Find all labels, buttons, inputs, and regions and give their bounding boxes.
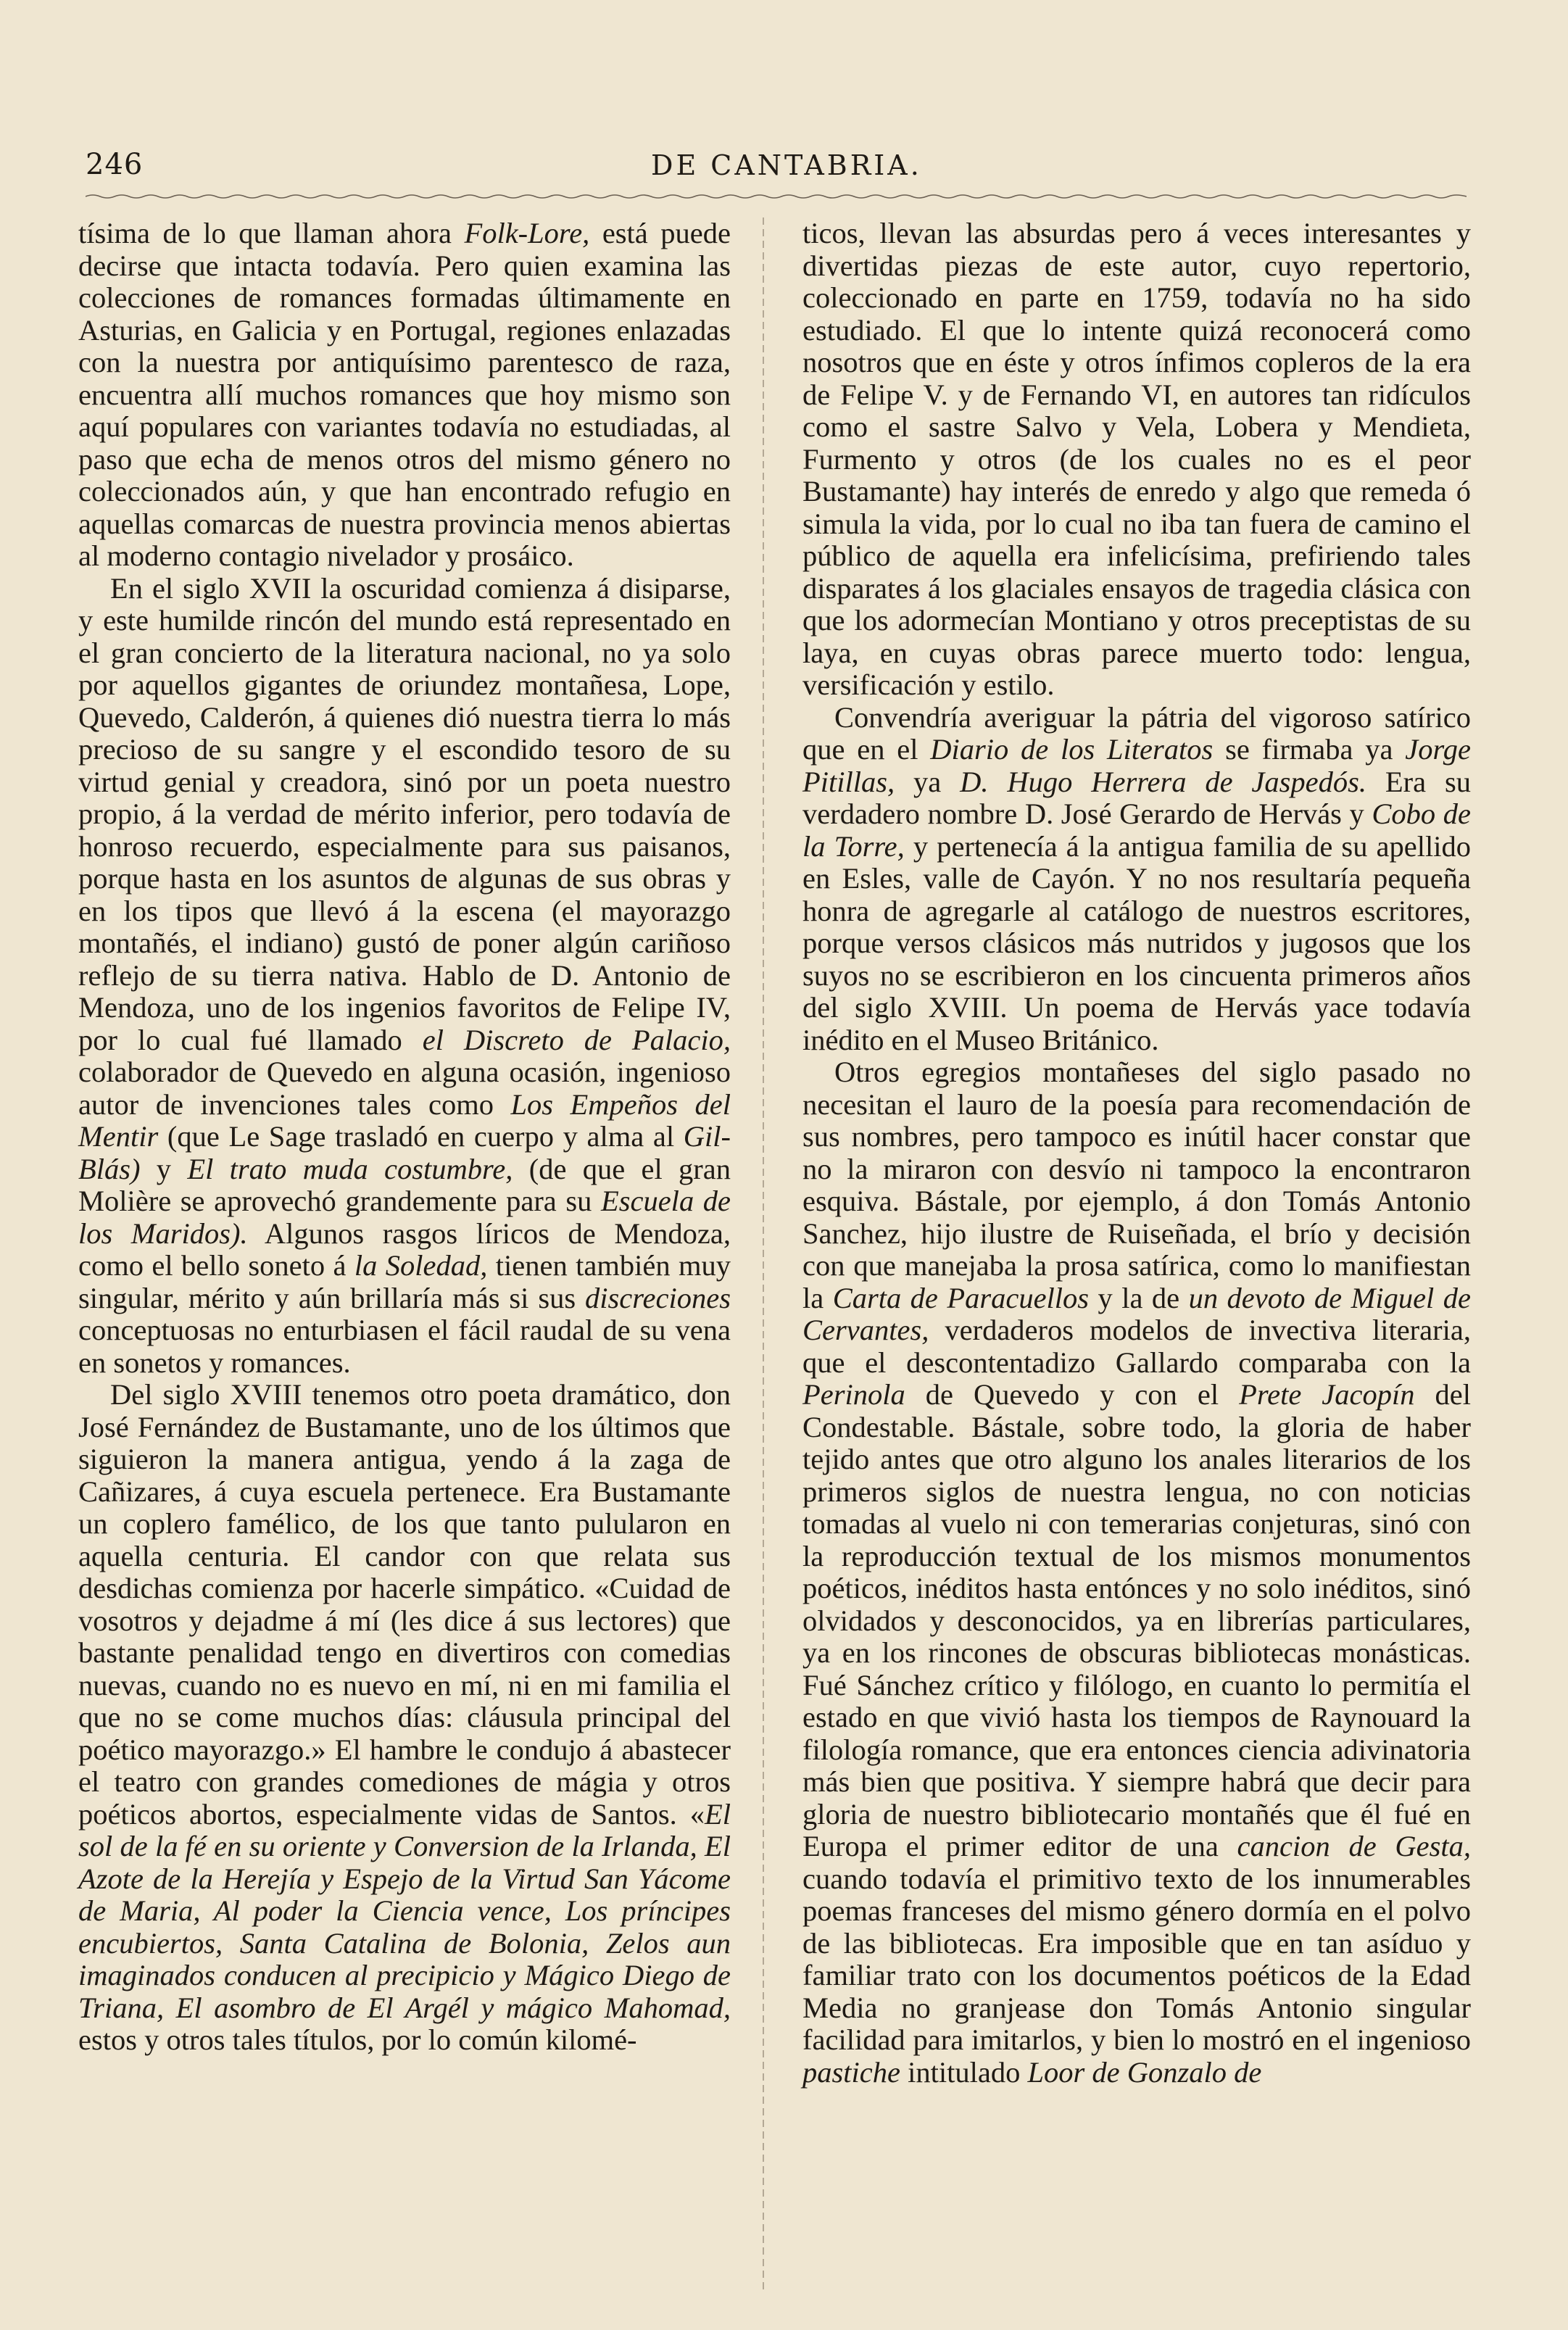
text-run: (que Le Sage trasladó en cuerpo y alma al <box>158 1120 684 1153</box>
text-run: colaborador de Quevedo en alguna ocasión, ingenioso autor de invenciones tales como <box>78 1056 731 1121</box>
text-run: tienen también muy singular, mérito y aún brillaría más si sus <box>78 1249 731 1314</box>
italic-title: Folk-Lore, <box>464 217 590 249</box>
italic-title: Jorge Pitillas, <box>802 733 1471 798</box>
italic-title: discreciones <box>585 1281 731 1314</box>
italic-title: Gil-Blás) <box>78 1120 731 1185</box>
paragraph <box>802 702 1471 1057</box>
italic-title: pastiche <box>802 2055 900 2089</box>
text-run: estos y otros tales títulos, por lo común kilomé- <box>78 2023 637 2056</box>
text-run: de Quevedo y con el <box>905 1378 1240 1411</box>
divider-line-icon <box>761 217 766 2291</box>
text-run: cuando todavía el primitivo texto de los innumerables poemas franceses del mismo género dormía en el polvo de las bibliotecas. Era imposible que en tan asíduo y familiar trato con los documentos poéticos de la Edad Media no granjease don Tomás Antonio singular facilidad para imitarlos, y bien lo mostró en el ingenioso <box>802 1862 1471 2056</box>
italic-title: Los Empeños del Mentir <box>78 1087 731 1153</box>
italic-title: Loor de Gonzalo de <box>1027 2055 1262 2089</box>
text-run: y la de <box>1089 1281 1189 1314</box>
text-run: tísima de lo que llaman ahora <box>78 217 465 249</box>
header-rule <box>86 193 1467 200</box>
text-run: Otros egregios montañeses del siglo pasado no necesitan el lauro de la poesía para recomendación de sus nombres, pero tampoco es inútil hacer constar que no la miraron con desvío ni tampoco la encontraron esquiva. Bástale, por ejemplo, á don Tomás Antonio Sanchez, hijo ilustre de Ruiseñada, el brío y decisión con que manejaba la prosa satírica, como lo manifiestan la <box>802 1056 1471 1314</box>
text-run: está puede decirse que intacta todavía. Pero quien examina las colecciones de romances formadas últimamente en Asturias, en Galicia y en Portugal, regiones enlazadas con la nuestra por antiquísimo parentesco de raza, encuentra allí muchos romances que hoy mismo son aquí populares con variantes todavía no estudiadas, al paso que echa de menos otros del mismo género no coleccionados aún, y que han encontrado refugio en aquellas comarcas de nuestra provincia menos abiertas al moderno contagio nivelador y prosáico. <box>78 217 731 572</box>
text-run: conceptuosas no enturbiasen el fácil raudal de su vena en sonetos y romances. <box>78 1314 731 1379</box>
column-divider <box>761 217 766 2291</box>
page-header <box>86 145 1467 188</box>
italic-title: el Discreto de Palacio, <box>422 1023 731 1056</box>
paragraph <box>78 217 731 573</box>
text-run: y pertenecía á la antigua familia de su apellido en Esles, valle de Cayón. Y no nos resultaría pequeña honra de agregarle al catálogo de nuestros escritores, porque versos clásicos más nutridos y jugosos que los suyos no se escribieron en los cincuenta primeros años del siglo XVIII. Un poema de Hervás yace todavía inédito en el Museo Británico. <box>802 829 1471 1056</box>
italic-title: un devoto de Miguel de Cervantes, <box>802 1281 1471 1346</box>
italic-title: la Soledad, <box>354 1249 488 1282</box>
paragraph <box>802 1056 1471 2089</box>
text-run: verdaderos modelos de invectiva literaria, que el descontentadizo Gallardo comparaba con la <box>802 1314 1471 1379</box>
italic-title: El trato muda costumbre, <box>187 1152 513 1185</box>
italic-title: D. Hugo Herrera de Jaspedós. <box>960 765 1367 798</box>
text-run: Convendría averiguar la pátria del vigoroso satírico que en el <box>802 700 1471 766</box>
text-run: Del siglo XVIII tenemos otro poeta dramático, don José Fernández de Bustamante, uno de los últimos que siguieron la manera antigua, yendo á la zaga de Cañizares, á cuya escuela pertenece. Era Bustamante un coplero famélico, de los que tanto pulularon en aquella centuria. El candor con que relata sus desdichas comienza por hacerle simpático. «Cuidad de vosotros y dejadme á mí (les dice á sus lectores) que bastante penalidad tengo en divertiros con comedias nuevas, cuando no es nuevo en mí, ni en mi familia el que no se come muchos días: cláusula principal del poético mayorazgo.» El hambre le condujo á abastecer el teatro con grandes comediones de mágia y otros poéticos abortos, especialmente vidas de Santos. « <box>78 1378 731 1831</box>
paragraph <box>78 1379 731 2057</box>
italic-title: Prete Jacopín <box>1239 1378 1415 1411</box>
italic-title: El sol de la fé en su oriente y Conversion de la Irlanda, El Azote de la Herejía y Espejo de la Virtud San Yácome de Maria, Al poder la Ciencia vence, Los príncipes encubiertos, Santa Catalina de Bolonia, Zelos aun imaginados conducen al precipicio y Mágico Diego de Triana, El asombro de El Argél y mágico Mahomad, <box>78 1797 731 2024</box>
wavy-rule-icon <box>86 193 1467 200</box>
paragraph <box>802 217 1471 702</box>
italic-title: Escuela de los Maridos). <box>78 1185 731 1250</box>
italic-title: Perinola <box>802 1378 905 1411</box>
page-number: 246 <box>86 148 144 181</box>
running-title: DE CANTABRIA. <box>651 149 922 181</box>
text-run: intitulado <box>900 2055 1028 2089</box>
right-column <box>802 217 1471 2089</box>
left-column <box>78 217 731 2057</box>
italic-title: cancion de Gesta, <box>1237 1830 1471 1862</box>
italic-title: Cobo de la Torre, <box>802 797 1471 863</box>
text-run: se firmaba ya <box>1213 733 1406 766</box>
text-run: En el siglo XVII la oscuridad comienza á disiparse, y este humilde rincón del mundo está representado en el gran concierto de la literatura nacional, no ya solo por aquellos gigantes de oriundez montañesa, Lope, Quevedo, Calderón, á quienes dió nuestra tierra lo más precioso de su sangre y el escondido tesoro de su virtud genial y creadora, sinó por un poeta nuestro propio, á la verdad de mérito inferior, pero todavía de honroso recuerdo, especialmente para sus paisanos, porque hasta en los asuntos de algunas de sus obras y en los tipos que llevó á la escena (el mayorazgo montañés, el indiano) gustó de poner algún cariñoso reflejo de su tierra nativa. Hablo de D. Antonio de Mendoza, uno de los ingenios favoritos de Felipe IV, por lo cual fué llamado <box>78 571 731 1056</box>
text-run: ya <box>895 765 961 798</box>
text-run: Algunos rasgos líricos de Mendoza, como el bello soneto á <box>78 1216 731 1282</box>
italic-title: Diario de los Literatos <box>930 733 1214 766</box>
text-run: del Condestable. Bástale, sobre todo, la gloria de haber tejido antes que otro alguno los anales literarios de los primeros siglos de nuestra lengua, no con noticias tomadas al vuelo ni con temerarias conjeturas, sinó con la reproducción textual de los mismos monumentos poéticos, inéditos hasta entónces y no solo inéditos, sinó olvidados y desconocidos, ya en librerías particulares, ya en los rincones de obscuras bibliotecas monásticas. Fué Sánchez crítico y filólogo, en cuanto lo permitía el estado en que vivió hasta los tiempos de Raynouard la filología romance, que era entonces ciencia adivinatoria más bien que positiva. Y siempre habrá que decir para gloria de nuestro bibliotecario montañés que él fué en Europa el primer editor de una <box>802 1378 1471 1862</box>
text-run: ticos, llevan las absurdas pero á veces interesantes y divertidas piezas de este autor, cuyo repertorio, coleccionado en parte en 1759, todavía no ha sido estudiado. El que lo intente quizá reconocerá como nosotros que en éste y otros ínfimos copleros de la era de Felipe V. y de Fernando VI, en autores tan ridículos como el sastre Salvo y Vela, Lobera y Mendieta, Furmento y otros (de los cuales no es el peor Bustamante) hay interés de enredo y algo que remeda ó simula la vida, por lo cual no iba tan fuera de camino el público de aquella era infelicísima, prefiriendo tales disparates á los glaciales ensayos de tragedia clásica con que los adormecían Montiano y otros preceptistas de su laya, en cuyas obras parece muerto todo: lengua, versificación y estilo. <box>802 217 1471 701</box>
italic-title: Carta de Paracuellos <box>832 1281 1090 1314</box>
text-run: (de que el gran Molière se aprovechó grandemente para su <box>78 1152 731 1217</box>
text-run: Era su verdadero nombre D. José Gerardo de Hervás y <box>802 765 1471 830</box>
text-run: y <box>140 1152 188 1185</box>
paragraph <box>78 573 731 1380</box>
